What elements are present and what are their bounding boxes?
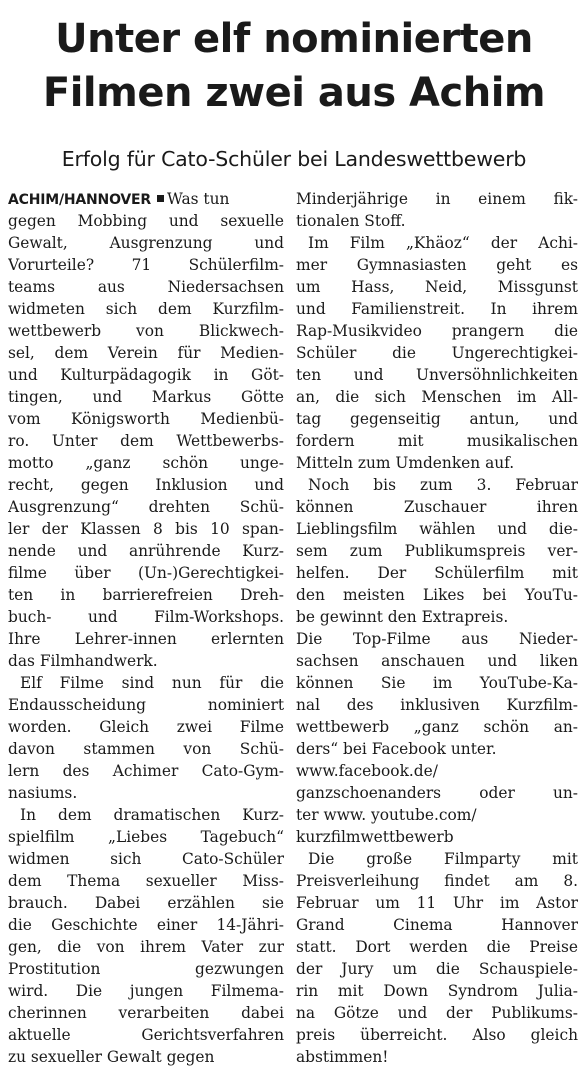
article-line: na Götze und der Publikums- bbox=[296, 1004, 578, 1022]
article-line: den meisten Likes bei YouTu- bbox=[296, 586, 578, 604]
article-line: Mitteln zum Umdenken auf. bbox=[296, 454, 515, 472]
article-line: tionalen Stoff. bbox=[296, 212, 406, 230]
article-line: sel, dem Verein für Medien- bbox=[8, 344, 284, 362]
article-line: können Sie im YouTube-Ka- bbox=[296, 674, 578, 692]
article-line: nende und anrührende Kurz- bbox=[8, 542, 284, 560]
article-line: www.facebook.de/ bbox=[296, 762, 438, 780]
article-line: können Zuschauer ihren bbox=[296, 498, 578, 516]
article-line bbox=[8, 188, 284, 210]
article-line: Prostitution gezwungen bbox=[8, 960, 284, 978]
article-line: Im Film „Khäoz“ der Achi- bbox=[308, 234, 578, 252]
headline-line: Unter elf nominierten bbox=[55, 16, 533, 62]
article-line: Lieblingsfilm wählen und die- bbox=[296, 520, 578, 538]
article-column-left bbox=[8, 188, 284, 1068]
article-line: statt. Dort werden die Preise bbox=[296, 938, 578, 956]
article-line: zu sexueller Gewalt gegen bbox=[8, 1048, 215, 1066]
article-line: um Hass, Neid, Missgunst bbox=[296, 278, 578, 296]
article-column-right bbox=[296, 188, 578, 1068]
article-line: nal des inklusiven Kurzfilm- bbox=[296, 696, 578, 714]
article-line: ler der Klassen 8 bis 10 span- bbox=[8, 520, 284, 538]
article-line: Schüler die Ungerechtigkei- bbox=[296, 344, 578, 362]
article-line: cherinnen verarbeiten dabei bbox=[8, 1004, 284, 1022]
subheadline: Erfolg für Cato-Schüler bei Landeswettbewerb bbox=[61, 147, 527, 171]
article-line: recht, gegen Inklusion und bbox=[8, 476, 284, 494]
article-line: filme über (Un-)Gerechtigkei- bbox=[8, 564, 284, 582]
article-line: Rap-Musikvideo prangern die bbox=[296, 322, 578, 340]
article-line: der Jury um die Schauspiele- bbox=[296, 960, 578, 978]
article-line: und Kulturpädagogik in Göt- bbox=[8, 366, 284, 384]
article-line: aktuelle Gerichtsverfahren bbox=[8, 1026, 284, 1044]
article-line: tingen, und Markus Götte bbox=[8, 388, 284, 406]
article-line: gen, die von ihrem Vater zur bbox=[8, 938, 284, 956]
article-line: brauch. Dabei erzählen sie bbox=[8, 894, 284, 912]
article-line: nasiums. bbox=[8, 784, 78, 802]
article-line: ter www. youtube.com/ bbox=[296, 806, 477, 824]
article-line: an, die sich Menschen im All- bbox=[296, 388, 578, 406]
dateline-bullet-icon bbox=[157, 195, 164, 202]
article-line: Minderjährige in einem fik- bbox=[296, 190, 578, 208]
headline-line: Filmen zwei aus Achim bbox=[42, 70, 546, 116]
article-line: Gewalt, Ausgrenzung und bbox=[8, 234, 284, 252]
article-line: Preisverleihung findet am 8. bbox=[296, 872, 578, 890]
article-line: motto „ganz schön unge- bbox=[8, 454, 284, 472]
article-line: Elf Filme sind nun für die bbox=[20, 674, 284, 692]
article-line: Grand Cinema Hannover bbox=[296, 916, 578, 934]
article-line: wird. Die jungen Filmema- bbox=[8, 982, 284, 1000]
article-line: ganzschoenanders oder un- bbox=[296, 784, 578, 802]
headline bbox=[10, 12, 578, 120]
article-line: teams aus Niedersachsen bbox=[8, 278, 284, 296]
article-line: helfen. Der Schülerfilm mit bbox=[296, 564, 578, 582]
article-line: buch- und Film-Workshops. bbox=[8, 608, 284, 626]
article-line: und Familienstreit. In ihrem bbox=[296, 300, 578, 318]
article-line: rin mit Down Syndrom Julia- bbox=[296, 982, 578, 1000]
article-line: tag gegenseitig antun, und bbox=[296, 410, 578, 428]
article-line: In dem dramatischen Kurz- bbox=[20, 806, 284, 824]
article-line: gegen Mobbing und sexuelle bbox=[8, 212, 284, 230]
article-line: das Filmhandwerk. bbox=[8, 652, 158, 670]
article-line: sachsen anschauen und liken bbox=[296, 652, 578, 670]
article-line: preis überreicht. Also gleich bbox=[296, 1026, 578, 1044]
article-line: Die Top-Filme aus Nieder- bbox=[296, 630, 578, 648]
article-line: Die große Filmparty mit bbox=[308, 850, 578, 868]
article-line: Vorurteile? 71 Schülerfilm- bbox=[8, 256, 284, 274]
article-line: widmen sich Cato-Schüler bbox=[8, 850, 284, 868]
article-line: ro. Unter dem Wettbewerbs- bbox=[8, 432, 284, 450]
article-line: kurzfilmwettbewerb bbox=[296, 828, 454, 846]
article-line: wettbewerb „ganz schön an- bbox=[296, 718, 578, 736]
article-line: lern des Achimer Cato-Gym- bbox=[8, 762, 284, 780]
article-line: abstimmen! bbox=[296, 1048, 389, 1066]
article-line: mer Gymnasiasten geht es bbox=[296, 256, 578, 274]
article-line: Ausgrenzung“ drehten Schü- bbox=[8, 498, 284, 516]
article-line: ten in barrierefreien Dreh- bbox=[8, 586, 284, 604]
article-line: spielfilm „Liebes Tagebuch“ bbox=[8, 828, 284, 846]
article-line: fordern mit musikalischen bbox=[296, 432, 578, 450]
article-line: vom Königsworth Medienbü- bbox=[8, 410, 284, 428]
article-line: Februar um 11 Uhr im Astor bbox=[296, 894, 578, 912]
article-line: die Geschichte einer 14-Jähri- bbox=[8, 916, 284, 934]
article-line: widmeten sich dem Kurzfilm- bbox=[8, 300, 284, 318]
article-line: dem Thema sexueller Miss- bbox=[8, 872, 284, 890]
article-line: worden. Gleich zwei Filme bbox=[8, 718, 284, 736]
article-line: wettbewerb von Blickwech- bbox=[8, 322, 284, 340]
article-line: be gewinnt den Extrapreis. bbox=[296, 608, 509, 626]
dateline: ACHIM/HANNOVER bbox=[8, 192, 151, 208]
article-line: ten und Unversöhnlichkeiten bbox=[296, 366, 578, 384]
article-line: Endausscheidung nominiert bbox=[8, 696, 284, 714]
article-line: Noch bis zum 3. Februar bbox=[308, 476, 578, 494]
article-line: ders“ bei Facebook unter. bbox=[296, 740, 497, 758]
article-line: Ihre Lehrer-innen erlernten bbox=[8, 630, 284, 648]
article-line: sem zum Publikumspreis ver- bbox=[296, 542, 578, 560]
article-line-text: Was tun bbox=[166, 190, 230, 208]
article-line: davon stammen von Schü- bbox=[8, 740, 284, 758]
